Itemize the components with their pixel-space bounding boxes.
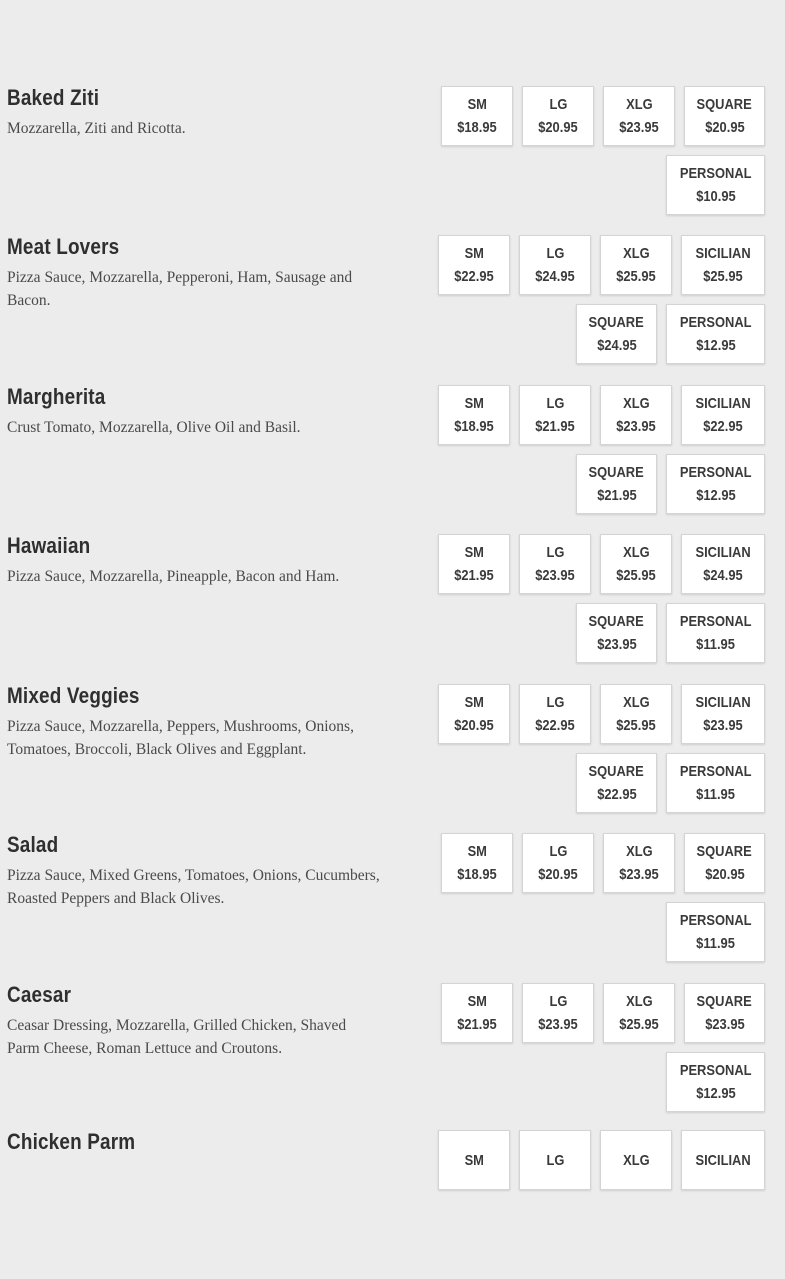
size-option-xlg[interactable] (603, 983, 675, 1043)
size-option-xlg[interactable] (600, 235, 672, 295)
menu-item-description: Mozzarella, Ziti and Ricotta. (7, 120, 186, 137)
menu-item-description: Pizza Sauce, Mozzarella, Pepperoni, Ham, Sausage and Bacon. (7, 269, 353, 309)
size-option-sicilian[interactable] (681, 534, 765, 594)
size-option-sm[interactable] (441, 86, 513, 146)
size-price: $20.95 (704, 119, 745, 136)
size-price: $18.95 (457, 119, 497, 136)
menu-item (0, 385, 785, 534)
size-option-sm[interactable] (438, 235, 510, 295)
size-label: SM (467, 993, 487, 1010)
size-price: $23.95 (619, 119, 659, 136)
size-price: $22.95 (454, 268, 494, 285)
size-label: SM (464, 1151, 484, 1169)
size-label: SICILIAN (695, 245, 751, 262)
size-option-xlg[interactable] (603, 86, 675, 146)
size-price: $24.95 (703, 567, 743, 584)
size-option-personal[interactable] (666, 902, 765, 962)
size-price: $10.95 (695, 188, 736, 205)
size-option-lg[interactable] (522, 833, 594, 893)
size-label: SM (467, 843, 487, 860)
menu-item (0, 983, 785, 1132)
size-price: $11.95 (696, 786, 735, 803)
menu-item-name: Margherita (7, 384, 106, 409)
size-label: LG (549, 993, 567, 1010)
size-price: $22.95 (596, 786, 637, 803)
size-label: SQUARE (588, 464, 645, 481)
size-label: LG (549, 843, 567, 860)
size-price: $21.95 (535, 418, 575, 435)
size-price: $20.95 (454, 717, 494, 734)
size-price: $24.95 (596, 337, 637, 354)
size-price: $20.95 (538, 119, 578, 136)
menu-item-info (7, 833, 392, 910)
size-option-square[interactable] (684, 983, 765, 1043)
size-option-personal[interactable] (666, 454, 765, 514)
size-price: $23.95 (596, 636, 637, 653)
size-option-sm[interactable] (438, 385, 510, 445)
menu-item-previous (0, 0, 785, 13)
menu-item-info (7, 1130, 392, 1161)
size-option-square[interactable] (684, 833, 765, 893)
size-options (425, 86, 765, 215)
size-option-sm[interactable] (438, 534, 510, 594)
size-label: SICILIAN (695, 1151, 751, 1169)
menu-item-info (7, 385, 392, 439)
size-label: PERSONAL (679, 165, 752, 182)
size-label: SM (464, 245, 484, 262)
size-options (425, 1130, 765, 1190)
size-option-personal[interactable] (666, 1052, 765, 1112)
size-price: $25.95 (703, 268, 743, 285)
menu-item-name: Baked Ziti (7, 85, 100, 110)
size-options (425, 833, 765, 962)
menu-item-name: Hawaiian (7, 533, 91, 558)
size-price: $23.95 (703, 717, 743, 734)
size-options (425, 534, 765, 663)
size-label: SM (464, 395, 484, 412)
menu-item-info (7, 684, 392, 761)
size-option-sicilian[interactable] (681, 235, 765, 295)
size-options (425, 684, 765, 813)
size-option-xlg[interactable] (603, 833, 675, 893)
size-option-square[interactable] (684, 86, 765, 146)
size-label: PERSONAL (679, 314, 752, 331)
size-price: $23.95 (704, 1016, 745, 1033)
menu-item (0, 534, 785, 683)
size-option-lg[interactable] (522, 86, 594, 146)
menu-item-name: Mixed Veggies (7, 683, 140, 708)
menu-item-description: Pizza Sauce, Mixed Greens, Tomatoes, Onions, Cucumbers, Roasted Peppers and Black Olives. (7, 867, 380, 907)
size-option-xlg[interactable] (600, 684, 672, 744)
menu-item (0, 1130, 785, 1279)
size-label: LG (546, 395, 564, 412)
size-option-sicilian[interactable] (681, 385, 765, 445)
size-price: $12.95 (695, 337, 736, 354)
menu-item (0, 684, 785, 833)
size-label: XLG (622, 694, 650, 711)
size-option-square[interactable] (576, 304, 657, 364)
size-label: PERSONAL (679, 1062, 752, 1079)
size-option-xlg[interactable] (600, 534, 672, 594)
size-label: SICILIAN (695, 694, 751, 711)
size-label: XLG (625, 96, 653, 113)
size-price: $22.95 (535, 717, 575, 734)
size-label: XLG (622, 395, 650, 412)
size-option-lg[interactable] (519, 684, 591, 744)
size-label: LG (546, 544, 564, 561)
size-label: LG (546, 245, 564, 262)
size-price: $21.95 (454, 567, 494, 584)
size-option-lg[interactable] (519, 534, 591, 594)
size-label: PERSONAL (679, 613, 752, 630)
size-price: $23.95 (535, 567, 575, 584)
size-label: PERSONAL (679, 464, 752, 481)
size-label: SQUARE (696, 96, 753, 113)
size-label: LG (546, 1151, 564, 1169)
menu-item-info (7, 983, 392, 1060)
size-label: SQUARE (588, 613, 645, 630)
menu-item-description: Pizza Sauce, Mozzarella, Peppers, Mushrooms, Onions, Tomatoes, Broccoli, Black Olives and Eggplant. (7, 718, 354, 758)
menu-item-description: Crust Tomato, Mozzarella, Olive Oil and Basil. (7, 419, 301, 436)
size-option-lg[interactable] (519, 385, 591, 445)
size-price: $20.95 (538, 866, 578, 883)
size-label: SQUARE (696, 993, 753, 1010)
size-price: $25.95 (616, 567, 656, 584)
size-option-lg[interactable] (519, 1130, 591, 1190)
size-price: $12.95 (695, 487, 736, 504)
menu-item-name: Meat Lovers (7, 234, 120, 259)
size-price: $25.95 (619, 1016, 659, 1033)
size-option-lg[interactable] (522, 983, 594, 1043)
size-label: SM (467, 96, 487, 113)
size-option-sm[interactable] (438, 684, 510, 744)
size-label: LG (546, 694, 564, 711)
menu-item-name: Salad (7, 832, 59, 857)
size-label: SICILIAN (695, 544, 751, 561)
size-option-personal[interactable] (666, 155, 765, 215)
size-label: PERSONAL (679, 912, 752, 929)
menu-item-description: Ceasar Dressing, Mozzarella, Grilled Chicken, Shaved Parm Cheese, Roman Lettuce and Croutons. (7, 1017, 347, 1057)
size-price: $21.95 (457, 1016, 497, 1033)
size-price: $22.95 (703, 418, 743, 435)
size-price: $21.95 (596, 487, 637, 504)
size-price: $18.95 (457, 866, 497, 883)
size-price: $25.95 (616, 268, 656, 285)
size-label: SM (464, 544, 484, 561)
menu-item-info (7, 235, 392, 312)
size-option-personal[interactable] (666, 304, 765, 364)
size-option-sicilian[interactable] (681, 684, 765, 744)
size-option-square[interactable] (576, 753, 657, 813)
size-option-square[interactable] (576, 603, 657, 663)
menu-item-name: Chicken Parm (7, 1129, 136, 1154)
size-label: XLG (622, 245, 650, 262)
size-price: $11.95 (696, 935, 735, 952)
menu-item-info (7, 86, 392, 140)
size-label: SICILIAN (695, 395, 751, 412)
size-price: $11.95 (696, 636, 735, 653)
menu-item-name: Caesar (7, 982, 72, 1007)
size-option-sicilian[interactable] (681, 1130, 765, 1190)
size-option-sm[interactable] (438, 1130, 510, 1190)
size-label: SM (464, 694, 484, 711)
size-price: $24.95 (535, 268, 575, 285)
size-option-sm[interactable] (441, 983, 513, 1043)
size-label: XLG (625, 993, 653, 1010)
menu-item-info (7, 534, 392, 588)
size-option-personal[interactable] (666, 753, 765, 813)
size-option-xlg[interactable] (600, 1130, 672, 1190)
menu-item (0, 833, 785, 982)
size-option-sm[interactable] (441, 833, 513, 893)
size-label: SQUARE (588, 314, 645, 331)
size-price: $23.95 (619, 866, 659, 883)
size-options (425, 235, 765, 364)
size-label: LG (549, 96, 567, 113)
size-price: $23.95 (616, 418, 656, 435)
size-price: $23.95 (538, 1016, 578, 1033)
size-option-square[interactable] (576, 454, 657, 514)
size-label: PERSONAL (679, 763, 752, 780)
menu-item (0, 86, 785, 235)
size-label: SQUARE (588, 763, 645, 780)
size-price: $18.95 (454, 418, 494, 435)
menu-item-description: Pizza Sauce, Mozzarella, Pineapple, Bacon and Ham. (7, 568, 340, 585)
size-label: SQUARE (696, 843, 753, 860)
size-price: $12.95 (695, 1085, 736, 1102)
size-options (425, 385, 765, 514)
size-label: XLG (625, 843, 653, 860)
size-label: XLG (622, 1151, 650, 1169)
size-price: $25.95 (616, 717, 656, 734)
size-option-personal[interactable] (666, 603, 765, 663)
size-label: XLG (622, 544, 650, 561)
size-options (425, 983, 765, 1112)
size-price: $20.95 (704, 866, 745, 883)
size-option-lg[interactable] (519, 235, 591, 295)
menu-item (0, 235, 785, 384)
size-option-xlg[interactable] (600, 385, 672, 445)
